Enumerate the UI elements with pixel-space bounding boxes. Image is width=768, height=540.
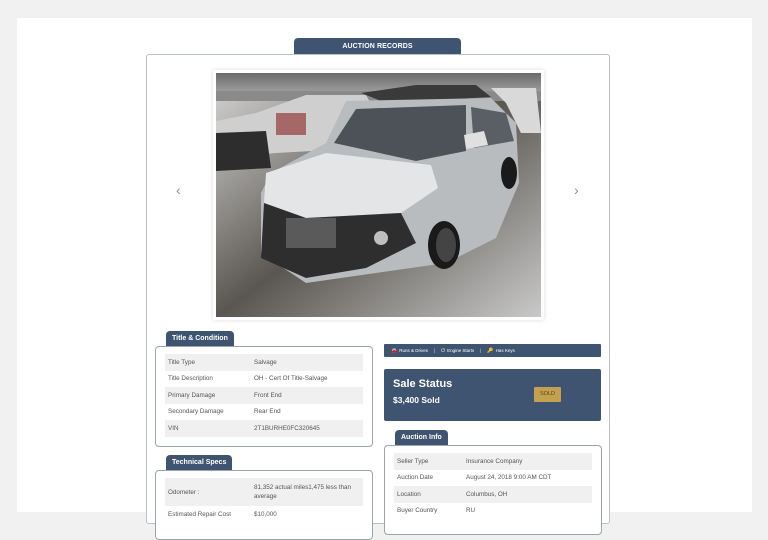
table-row [394, 503, 592, 520]
row-value: RU [466, 507, 476, 515]
table-row [165, 420, 363, 437]
row-value: Front End [254, 391, 282, 399]
row-value: August 24, 2018 9:00 AM CDT [466, 474, 552, 482]
row-label: Title Type [168, 358, 195, 366]
feature-label: Runs & Drives [399, 348, 428, 353]
technical-specs-panel [155, 470, 373, 540]
power-icon: ⏻ [441, 347, 446, 354]
row-value: OH - Cert Of Title-Salvage [254, 375, 328, 383]
title-condition-tab: Title & Condition [166, 331, 234, 346]
table-row [165, 371, 363, 388]
row-label: Estimated Repair Cost [168, 510, 231, 518]
row-label: Odometer : [168, 488, 200, 496]
table-row [394, 486, 592, 503]
row-label: Title Description [168, 375, 213, 383]
feature-engine-starts [441, 348, 474, 354]
table-row [394, 453, 592, 470]
row-label: Auction Date [397, 474, 434, 482]
page-container [17, 18, 752, 518]
technical-specs-tab: Technical Specs [166, 455, 232, 470]
vehicle-photo [216, 73, 541, 317]
table-row [165, 478, 363, 506]
vehicle-features-bar [384, 344, 601, 357]
vehicle-photo-frame[interactable] [213, 70, 544, 320]
key-icon: 🔑 [487, 347, 494, 354]
auction-records-tab: AUCTION RECORDS [294, 38, 461, 55]
feature-separator: | [480, 348, 482, 353]
row-label: Secondary Damage [168, 408, 224, 416]
row-value: Rear End [254, 408, 281, 416]
row-label: VIN [168, 424, 179, 432]
row-value: Insurance Company [466, 457, 523, 465]
carousel-prev-button[interactable]: ‹ [176, 182, 181, 198]
row-value: Columbus, OH [466, 490, 508, 498]
table-row [165, 387, 363, 404]
car-icon: 🚘 [391, 347, 398, 354]
auction-info-tab: Auction Info [395, 430, 448, 445]
sale-price: $3,400 Sold [393, 395, 440, 405]
row-value: 81,352 actual miles1,475 less than average [254, 484, 351, 500]
table-row [394, 470, 592, 487]
feature-has-keys [487, 348, 515, 354]
feature-label: Engine Starts [447, 348, 475, 353]
row-value: Salvage [254, 358, 277, 366]
vin-value: 2T1BURHE0FC320645 [254, 424, 320, 432]
auction-records-panel [146, 54, 610, 524]
auction-info-panel [384, 445, 602, 535]
carousel-next-button[interactable]: › [574, 182, 579, 198]
sold-badge: SOLD [534, 387, 561, 402]
sale-status-panel [384, 369, 601, 421]
row-label: Seller Type [397, 457, 429, 465]
row-label: Primary Damage [168, 391, 216, 399]
feature-separator: | [434, 348, 436, 353]
table-row [165, 506, 363, 523]
sale-status-title: Sale Status [393, 378, 453, 390]
row-label: Location [397, 490, 421, 498]
title-condition-panel [155, 346, 373, 447]
feature-runs-drives [391, 348, 428, 354]
table-row [165, 404, 363, 421]
table-row [165, 354, 363, 371]
row-label: Buyer Country [397, 507, 438, 515]
row-value: $10,000 [254, 510, 277, 518]
feature-label: Has Keys [495, 348, 515, 353]
